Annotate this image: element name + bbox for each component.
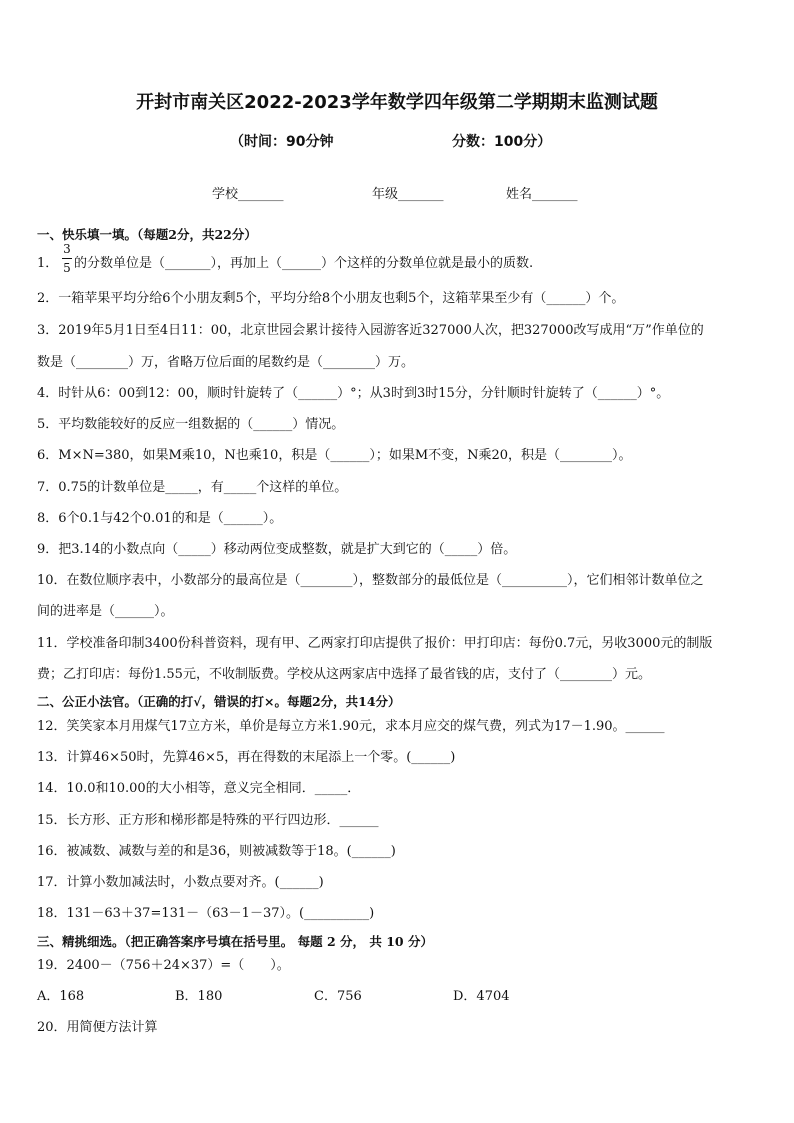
- question-13: 13．计算46×50时，先算46×5，再在得数的末尾添上一个零。(______): [37, 750, 456, 765]
- section-heading-2: 二、公正小法官。（正确的打√，错误的打×。每题2分，共14分）: [37, 694, 401, 709]
- fraction-denominator: 5: [63, 261, 71, 275]
- section-heading-1: 一、快乐填一填。（每题2分，共22分）: [37, 227, 257, 242]
- question-10-line-1: 10．在数位顺序表中，小数部分的最高位是（________），整数部分的最低位是（__________），它们相邻计数单位之: [37, 573, 704, 588]
- question-20: 20．用简便方法计算: [37, 1020, 158, 1035]
- time-label: （时间：90分钟: [230, 134, 334, 150]
- page-title: 开封市南关区2022-2023学年数学四年级第二学期期末监测试题: [136, 92, 658, 113]
- question-1: 的分数单位是（_______），再加上（______）个这样的分数单位就是最小的质数.: [74, 256, 534, 271]
- question-6: 6．M×N=380，如果M乘10，N也乘10，积是（______）；如果M不变，N乘20，积是（________）。: [37, 448, 632, 463]
- question-2: 2．一箱苹果平均分给6个小朋友剩5个，平均分给8个小朋友也剩5个，这箱苹果至少有（______）个。: [37, 291, 625, 306]
- school-field: 学校_______: [212, 187, 284, 202]
- score-label: 分数：100分）: [452, 134, 552, 150]
- choice-d: D．4704: [453, 989, 510, 1004]
- question-8: 8．6个0.1与42个0.01的和是（______）。: [37, 511, 283, 526]
- choice-a: A．168: [37, 989, 85, 1004]
- question-10-line-2: 间的进率是（______）。: [37, 604, 174, 619]
- question-11-line-2: 费；乙打印店：每份1.55元，不收制版费。学校从这两家店中选择了最省钱的店，支付了（________）元。: [37, 667, 651, 682]
- question-12: 12．笑笑家本月用煤气17立方米，单价是每立方米1.90元，求本月应交的煤气费，列式为17－1.90。______: [37, 719, 665, 734]
- question-16: 16．被减数、减数与差的和是36，则被减数等于18。(______): [37, 844, 396, 859]
- fraction-bar: [62, 258, 72, 259]
- fraction-three-fifths: [62, 242, 72, 275]
- choice-b: B．180: [175, 989, 223, 1004]
- question-number: 1．: [37, 256, 59, 271]
- question-18: 18．131－63＋37=131－（63－1－37）。(__________): [37, 906, 375, 921]
- question-11-line-1: 11．学校准备印制3400份科普资料，现有甲、乙两家打印店提供了报价：甲打印店：每份0.7元，另收3000元的制版: [37, 636, 713, 651]
- question-4: 4．时针从6：00到12：00，顺时针旋转了（______）°；从3时到3时15分，分针顺时针旋转了（______）°。: [37, 386, 670, 401]
- choice-c: C．756: [314, 989, 362, 1004]
- question-5: 5．平均数能较好的反应一组数据的（______）情况。: [37, 417, 345, 432]
- question-3-line-2: 数是（________）万，省略万位后面的尾数约是（________）万。: [37, 355, 415, 370]
- question-14: 14．10.0和10.00的大小相等，意义完全相同．_____．: [37, 781, 361, 796]
- question-3-line-1: 3．2019年5月1日至4日11：00，北京世园会累计接待入园游客近327000人次，把327000改写成用“万”作单位的: [37, 323, 704, 338]
- fraction-numerator: 3: [63, 242, 71, 256]
- question-19: 19．2400－（756＋24×37）=（ ）。: [37, 958, 290, 973]
- grade-field: 年级_______: [372, 187, 444, 202]
- question-9: 9．把3.14的小数点向（_____）移动两位变成整数，就是扩大到它的（_____）倍。: [37, 542, 517, 557]
- question-7: 7．0.75的计数单位是_____，有_____个这样的单位。: [37, 480, 348, 495]
- name-field: 姓名_______: [506, 187, 578, 202]
- question-15: 15．长方形、正方形和梯形都是特殊的平行四边形．______: [37, 813, 379, 828]
- section-heading-3: 三、精挑细选。（把正确答案序号填在括号里。 每题 2 分， 共 10 分）: [37, 934, 433, 949]
- question-17: 17．计算小数加减法时，小数点要对齐。(______): [37, 875, 324, 890]
